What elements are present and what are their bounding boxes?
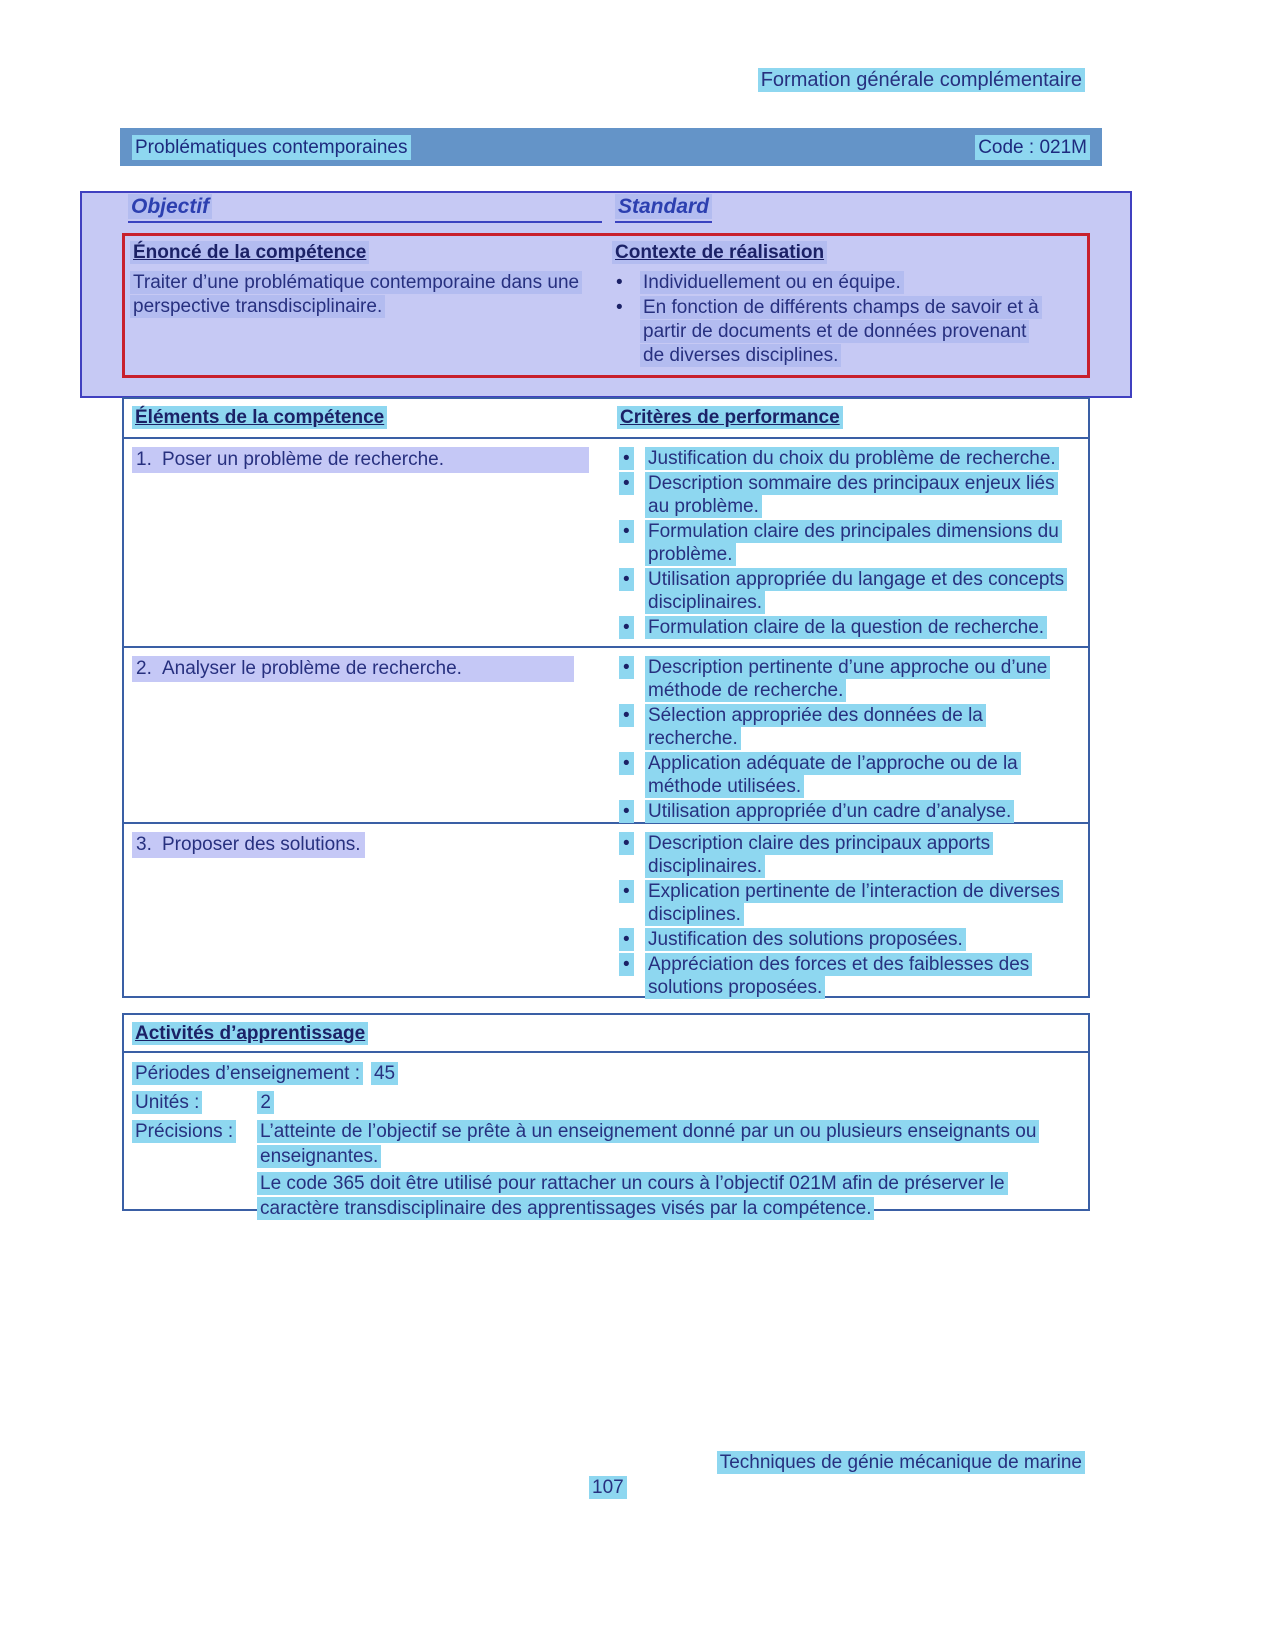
- criteres-cell-1: [617, 439, 1088, 646]
- contexte-bullet: • Individuellement ou en équipe.: [612, 271, 1052, 295]
- contexte-bullet-list: [612, 271, 1052, 368]
- activites-box: [122, 1013, 1090, 1219]
- element-text-2: 2. Analyser le problème de recherche.: [132, 656, 574, 682]
- program-footer: [717, 1451, 1085, 1474]
- critere-item: • Sélection appropriée des données de la recherche.: [617, 704, 1072, 750]
- periodes-label: Périodes d’enseignement :: [132, 1062, 363, 1085]
- critere-item: • Utilisation appropriée du langage et des concepts disciplinaires.: [617, 568, 1072, 614]
- competence-table: [122, 397, 1090, 998]
- activites-heading: Activités d’apprentissage: [132, 1022, 368, 1045]
- criteres-cell-2: [617, 648, 1088, 822]
- critere-item: • Application adéquate de l’approche ou de la méthode utilisées.: [617, 752, 1072, 798]
- critere-item: • Justification du choix du problème de recherche.: [617, 447, 1072, 470]
- unites-row: [132, 1090, 1080, 1115]
- enonce-text: Traiter d’une problématique contemporaine dans une perspective transdisciplinaire.: [130, 271, 582, 318]
- contexte-bullet: • En fonction de différents champs de savoir et à partir de documents et de données provenant de diverses disciplines.: [612, 296, 1052, 368]
- enonce-contexte-header-row: [125, 236, 1087, 264]
- critere-item: • Formulation claire des principales dimensions du problème.: [617, 520, 1072, 566]
- critere-item: • Formulation claire de la question de recherche.: [617, 616, 1072, 639]
- criteres-heading: Critères de performance: [617, 406, 843, 429]
- precisions-text: [257, 1119, 1080, 1223]
- element-text-1: 1. Poser un problème de recherche.: [132, 447, 589, 473]
- periodes-value: 45: [371, 1062, 398, 1085]
- contexte-header-cell: [612, 241, 1087, 264]
- enonce-header-cell: [125, 241, 612, 264]
- criteres-header-cell: [617, 406, 1088, 429]
- enonce-heading: Énoncé de la compétence: [130, 241, 369, 264]
- precisions-label-wrap: [132, 1119, 257, 1144]
- standard-heading-rule: [615, 195, 712, 223]
- periodes-row: [132, 1061, 1080, 1086]
- header-bar: [120, 128, 1102, 166]
- criteres-list-2: [617, 656, 1072, 823]
- competence-row-3: [124, 822, 1088, 996]
- objectif-heading: Objectif: [128, 194, 212, 219]
- competence-row-1: [124, 439, 1088, 646]
- precisions-label: Précisions :: [132, 1120, 236, 1143]
- element-cell-2: [124, 648, 617, 822]
- critere-item: • Description sommaire des principaux enjeux liés au problème.: [617, 472, 1072, 518]
- critere-item: • Explication pertinente de l’interaction de diverses disciplines.: [617, 880, 1072, 926]
- unites-value: 2: [257, 1091, 274, 1114]
- doc-category: [758, 69, 1085, 92]
- element-text-3: 3. Proposer des solutions.: [132, 832, 365, 858]
- critere-item: • Appréciation des forces et des faiblesses des solutions proposées.: [617, 953, 1072, 999]
- objectif-heading-rule: [128, 195, 602, 223]
- enonce-contexte-table: [122, 233, 1090, 378]
- criteres-list-3: [617, 832, 1072, 999]
- doc-category-label: Formation générale complémentaire: [758, 68, 1085, 92]
- contexte-heading: Contexte de réalisation: [612, 241, 827, 264]
- contexte-cell: [612, 271, 1087, 369]
- competence-row-2: [124, 646, 1088, 822]
- criteres-list-1: [617, 447, 1072, 639]
- program-name: Techniques de génie mécanique de marine: [717, 1451, 1085, 1474]
- page-number-text: 107: [589, 1476, 627, 1499]
- standard-heading: Standard: [615, 194, 712, 219]
- elements-heading: Éléments de la compétence: [132, 406, 387, 429]
- elements-header-cell: [124, 406, 617, 429]
- critere-item: • Description claire des principaux apports disciplinaires.: [617, 832, 1072, 878]
- critere-item: • Description pertinente d’une approche ou d’une méthode de recherche.: [617, 656, 1072, 702]
- unites-label: Unités :: [132, 1091, 202, 1114]
- activites-body: [124, 1053, 1088, 1223]
- course-title: Problématiques contemporaines: [132, 135, 411, 160]
- criteres-cell-3: [617, 824, 1088, 996]
- activites-header: [124, 1015, 1088, 1053]
- enonce-contexte-body-row: [125, 271, 1087, 369]
- element-cell-3: [124, 824, 617, 996]
- critere-item: • Utilisation appropriée d’un cadre d’analyse.: [617, 800, 1072, 823]
- page-number: [589, 1476, 627, 1499]
- course-code: Code : 021M: [975, 135, 1090, 160]
- element-cell-1: [124, 439, 617, 646]
- enonce-cell: [125, 271, 612, 369]
- precisions-paragraph: Le code 365 doit être utilisé pour rattacher un cours à l’objectif 021M afin de préserver le caractère transdisciplinaire des apprentissages visés par la compétence.: [257, 1171, 1080, 1221]
- competence-table-header: [124, 399, 1088, 439]
- objectif-standard-panel: [80, 191, 1132, 398]
- precisions-paragraph: L’atteinte de l’objectif se prête à un enseignement donné par un ou plusieurs enseignants ou enseignantes.: [257, 1119, 1080, 1169]
- precisions-row: [132, 1119, 1080, 1223]
- critere-item: • Justification des solutions proposées.: [617, 928, 1072, 951]
